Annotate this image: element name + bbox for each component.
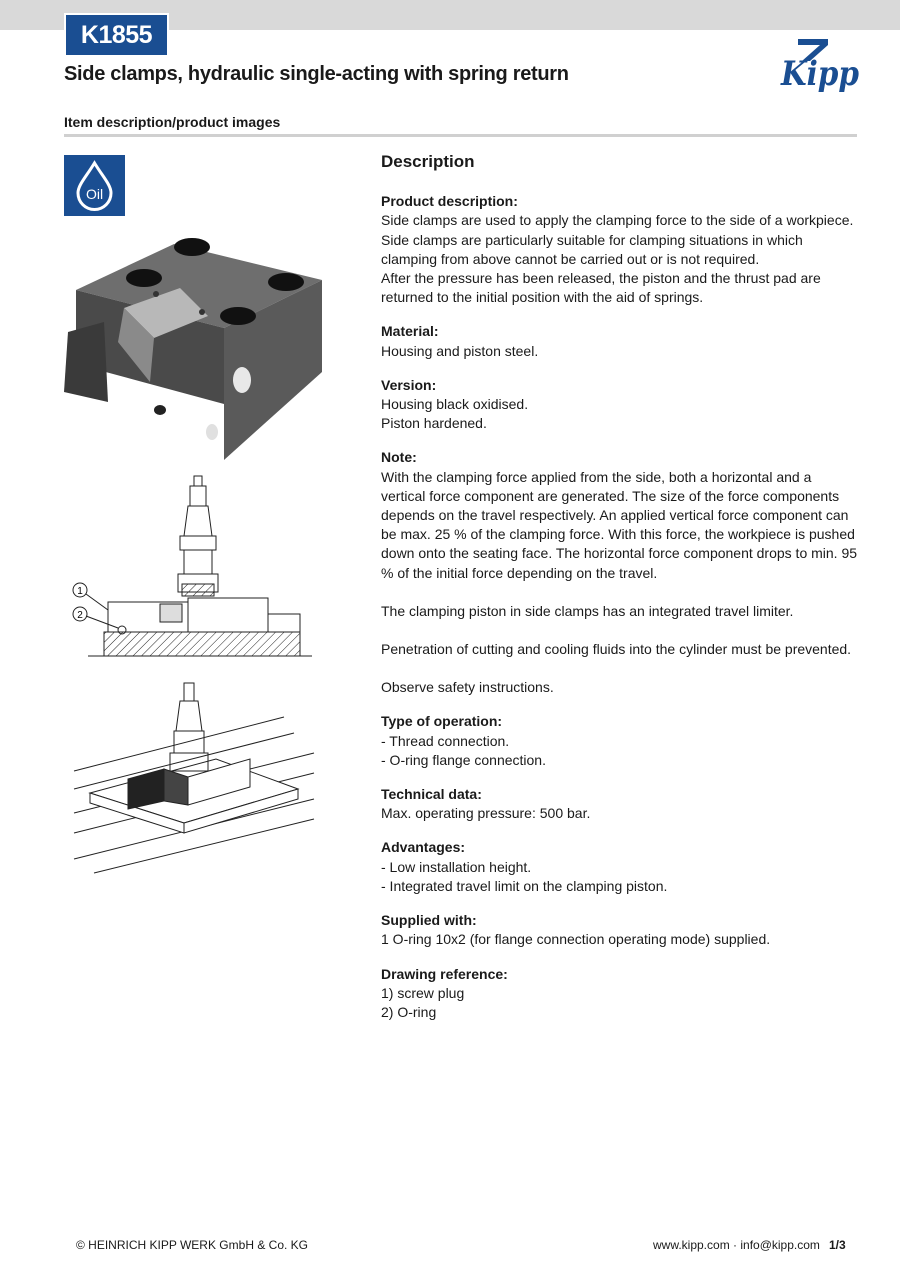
- product-description-text-2: After the pressure has been released, the piston and the thrust pad are returned to the initial position with the aid of springs.: [381, 270, 821, 306]
- product-photo: [64, 232, 322, 460]
- material-text: Housing and piston steel.: [381, 342, 539, 359]
- technical-title: Technical data:: [381, 786, 482, 803]
- kipp-logo: [780, 37, 860, 93]
- version-block: [381, 376, 859, 434]
- section-divider: [64, 134, 857, 137]
- page-number: 1/3: [829, 1238, 846, 1252]
- description-heading: Description: [381, 152, 475, 171]
- page-title: Side clamps, hydraulic single-acting with spring return: [64, 63, 569, 85]
- description-panel: [381, 152, 859, 1037]
- callout-2: 2: [77, 610, 83, 621]
- operation-block: [381, 712, 859, 770]
- drawing-reference-block: [381, 965, 859, 1023]
- operation-line-1: - Thread connection.: [381, 732, 510, 749]
- supplied-title: Supplied with:: [381, 912, 477, 929]
- product-description-text-1: Side clamps are used to apply the clamping force to the side of a workpiece. Side clamps are particularly suitable for clamping situations in which clamping from above cannot be carried out or is not required.: [381, 212, 854, 267]
- technical-block: [381, 785, 859, 823]
- oil-icon-label: Oil: [85, 186, 104, 202]
- note-para-4: Observe safety instructions.: [381, 679, 554, 696]
- note-text: With the clamping force applied from the side, both a horizontal and a vertical force component are generated. The size of the force components depends on the travel respectively. An applied vertical force component can be max. 25 % of the clamping force. With this force, the workpiece is pushed down onto the seating face. The horizontal force component drops to min. 95 % of the initial force depending on the travel.: [381, 468, 858, 581]
- note-block: [381, 448, 859, 697]
- note-title: Note:: [381, 449, 417, 466]
- cross-section-drawing: [64, 470, 322, 662]
- footer-contact[interactable]: www.kipp.com · info@kipp.com: [653, 1238, 820, 1252]
- operation-title: Type of operation:: [381, 713, 503, 730]
- section-title: Item description/product images: [64, 114, 281, 130]
- material-title: Material:: [381, 323, 439, 340]
- material-block: [381, 322, 859, 360]
- version-title: Version:: [381, 376, 437, 393]
- advantages-block: [381, 838, 859, 896]
- logo-text: Kipp: [780, 54, 860, 94]
- product-code-badge: K1855: [64, 13, 169, 57]
- callout-1: 1: [77, 586, 83, 597]
- product-description-title: Product description:: [381, 193, 518, 210]
- advantages-line-2: - Integrated travel limit on the clamping piston.: [381, 877, 668, 894]
- supplied-text: 1 O-ring 10x2 (for flange connection operating mode) supplied.: [381, 931, 771, 948]
- advantages-title: Advantages:: [381, 839, 466, 856]
- drawing-reference-line-1: 1) screw plug: [381, 984, 465, 1001]
- drawing-reference-title: Drawing reference:: [381, 965, 508, 982]
- advantages-line-1: - Low installation height.: [381, 858, 532, 875]
- operation-line-2: - O-ring flange connection.: [381, 751, 546, 768]
- version-line-2: Piston hardened.: [381, 415, 487, 432]
- note-para-3: Penetration of cutting and cooling fluids into the cylinder must be prevented.: [381, 641, 852, 658]
- oil-icon: [64, 155, 125, 216]
- note-para-2: The clamping piston in side clamps has an integrated travel limiter.: [381, 602, 794, 619]
- product-description-block: [381, 192, 859, 307]
- installation-drawing: [64, 673, 322, 873]
- version-line-1: Housing black oxidised.: [381, 396, 529, 413]
- supplied-block: [381, 911, 859, 949]
- footer-copyright: © HEINRICH KIPP WERK GmbH & Co. KG: [76, 1238, 308, 1252]
- technical-text: Max. operating pressure: 500 bar.: [381, 805, 591, 822]
- drawing-reference-line-2: 2) O-ring: [381, 1003, 437, 1020]
